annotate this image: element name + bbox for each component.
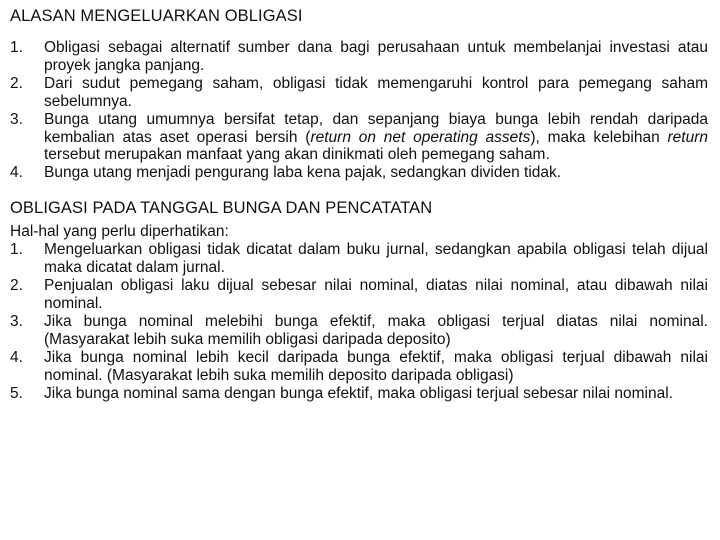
list-item-number: 4. [10,164,23,182]
list-item [10,75,708,111]
text-run: Jika bunga nominal melebihi bunga efektif, maka obligasi terjual diatas nilai nominal. (Masyarakat lebih suka memilih obligasi daripada deposito) [44,312,708,348]
list-item [10,385,708,403]
list-item-text [44,349,708,385]
list-item [10,164,708,182]
text-run: Bunga utang umumnya bersifat tetap, dan sepanjang biaya bunga lebih rendah daripada kembalian atas aset operasi bersih ( [44,110,708,146]
section1-title: ALASAN MENGELUARKAN OBLIGASI [10,7,303,25]
list-item [10,349,708,385]
list-item-text [44,111,708,165]
text-run: Bunga utang menjadi pengurang laba kena pajak, sedangkan dividen tidak. [44,164,562,182]
text-run: Penjualan obligasi laku dijual sebesar nilai nominal, diatas nilai nominal, atau dibawah nilai nominal. [44,277,708,312]
italic-term: return [667,128,708,146]
text-run: ), maka kelebihan [530,128,668,146]
list-item-number: 4. [10,348,23,366]
list-item [10,111,708,165]
list-item-text [44,241,708,277]
list-item-text [44,75,708,111]
reasons-list [10,39,708,182]
list-item-number: 5. [10,384,23,402]
list-item [10,39,708,75]
list-item [10,313,708,349]
list-item-text [44,164,708,182]
list-item-number: 2. [10,74,23,92]
section2-intro: Hal-hal yang perlu diperhatikan: [10,223,229,241]
list-item-number: 1. [10,241,23,259]
text-run: Dari sudut pemegang saham, obligasi tidak memengaruhi kontrol para pemegang saham sebelumnya. [44,74,708,110]
italic-term: return on net operating assets [310,128,531,146]
list-item [10,241,708,277]
text-run: Obligasi sebagai alternatif sumber dana bagi perusahaan untuk membelanjai investasi atau proyek jangka panjang. [44,39,708,74]
notes-list [10,241,708,402]
section2-title: OBLIGASI PADA TANGGAL BUNGA DAN PENCATATAN [10,199,433,218]
text-run: tersebut merupakan manfaat yang akan dinikmati oleh pemegang saham. [44,146,550,164]
text-run: Jika bunga nominal sama dengan bunga efektif, maka obligasi terjual sebesar nilai nominal. [44,384,673,402]
list-item-number: 1. [10,39,23,56]
list-item-text [44,385,708,403]
list-item-number: 3. [10,312,23,330]
list-item-number: 3. [10,110,23,128]
list-item-text [44,39,708,75]
text-run: Jika bunga nominal lebih kecil daripada bunga efektif, maka obligasi terjual dibawah nilai nominal. (Masyarakat lebih suka memilih deposito daripada obligasi) [44,348,708,384]
list-item [10,277,708,313]
list-item-text [44,313,708,349]
list-item-text [44,277,708,313]
list-item-number: 2. [10,277,23,295]
text-run: Mengeluarkan obligasi tidak dicatat dalam buku jurnal, sedangkan apabila obligasi telah dijual maka dicatat dalam jurnal. [44,241,708,277]
